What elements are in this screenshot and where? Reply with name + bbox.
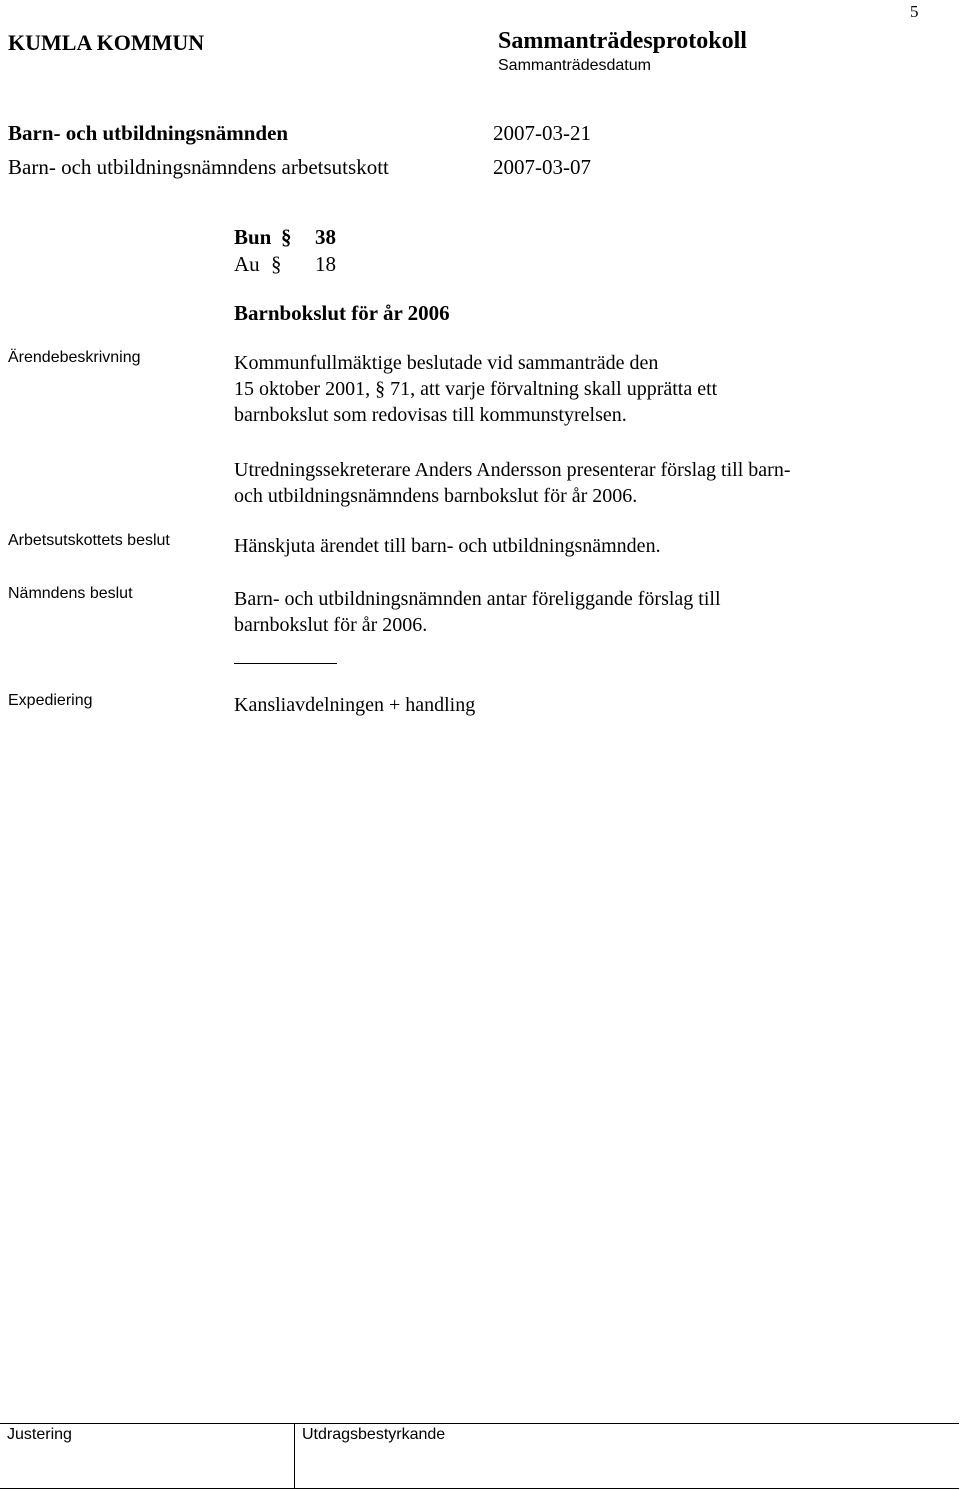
text-line: Hänskjuta ärendet till barn- och utbildningsnämnden. bbox=[234, 535, 661, 557]
text-line: Kansliavdelningen + handling bbox=[234, 694, 476, 716]
body-date: 2007-03-07 bbox=[493, 155, 591, 179]
board-decision-text bbox=[234, 586, 721, 638]
ref-prefix: Bun bbox=[234, 225, 272, 249]
meeting-date-label: Sammanträdesdatum bbox=[498, 57, 651, 74]
separator-line bbox=[234, 663, 337, 664]
ref-number: 18 bbox=[315, 252, 336, 276]
section-label-au-decision: Arbetsutskottets beslut bbox=[8, 532, 170, 549]
text-line: 15 oktober 2001, § 71, att varje förvaltning skall upprätta ett bbox=[234, 378, 718, 400]
au-decision-text bbox=[234, 533, 661, 559]
document-type: Sammanträdesprotokoll bbox=[498, 28, 747, 54]
text-line: Barn- och utbildningsnämnden antar föreliggande förslag till bbox=[234, 588, 721, 610]
paragraph-symbol: § bbox=[271, 252, 282, 276]
text-line: barnbokslut för år 2006. bbox=[234, 614, 428, 636]
footer-signature-boxes bbox=[0, 1423, 959, 1489]
municipality-name: KUMLA KOMMUN bbox=[8, 30, 205, 55]
description-text-2 bbox=[234, 457, 790, 509]
item-title: Barnbokslut för år 2006 bbox=[234, 301, 450, 325]
ref-prefix: Au bbox=[234, 252, 260, 276]
text-line: Kommunfullmäktige beslutade vid sammanträde den bbox=[234, 352, 659, 374]
utdrag-box[interactable] bbox=[295, 1424, 959, 1488]
justering-label: Justering bbox=[7, 1426, 72, 1443]
body-name: Barn- och utbildningsnämnden bbox=[8, 121, 289, 145]
page-number: 5 bbox=[910, 2, 919, 21]
ref-number: 38 bbox=[315, 225, 336, 249]
body-name: Barn- och utbildningsnämndens arbetsutskott bbox=[8, 155, 389, 179]
paragraph-symbol: § bbox=[281, 225, 292, 249]
section-label-description: Ärendebeskrivning bbox=[8, 349, 141, 366]
dispatch-text bbox=[234, 692, 475, 718]
description-text bbox=[234, 350, 717, 428]
justering-box[interactable] bbox=[0, 1424, 295, 1488]
body-date: 2007-03-21 bbox=[493, 121, 591, 145]
text-line: barnbokslut som redovisas till kommunstyrelsen. bbox=[234, 404, 627, 426]
section-label-board-decision: Nämndens beslut bbox=[8, 585, 133, 602]
section-label-dispatch: Expediering bbox=[8, 692, 93, 709]
utdrag-label: Utdragsbestyrkande bbox=[302, 1426, 446, 1443]
text-line: Utredningssekreterare Anders Andersson presenterar förslag till barn- bbox=[234, 459, 791, 481]
text-line: och utbildningsnämndens barnbokslut för år 2006. bbox=[234, 485, 638, 507]
